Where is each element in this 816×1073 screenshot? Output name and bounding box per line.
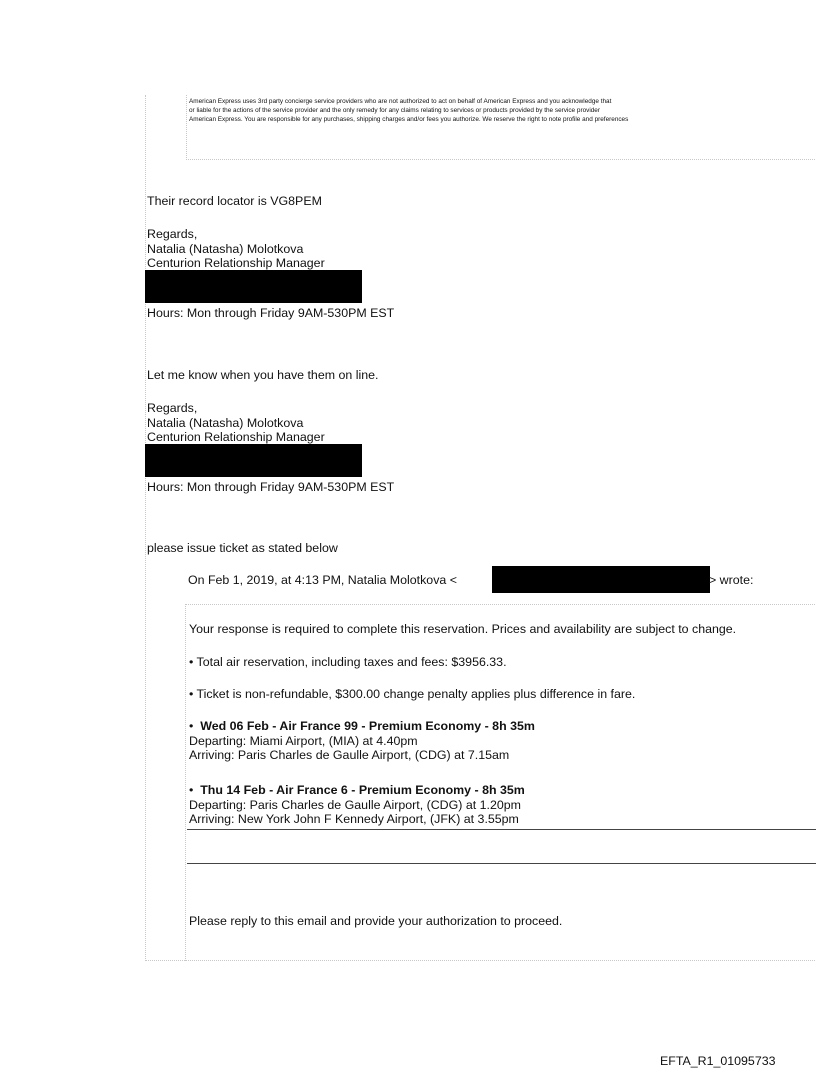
signature-name: Natalia (Natasha) Molotkova	[147, 415, 304, 430]
disclaimer-line: American Express uses 3rd party concierge service providers who are not authorized to act on behalf of American Express and you acknowledge that	[189, 98, 612, 105]
online-text: Let me know when you have them on line.	[147, 368, 379, 382]
flight-heading-text: Wed 06 Feb - Air France 99 - Premium Economy - 8h 35m	[200, 719, 535, 733]
redaction-bar	[145, 444, 362, 477]
reservation-bullet: • Ticket is non-refundable, $300.00 change penalty applies plus difference in fare.	[189, 687, 636, 701]
signature-hours: Hours: Mon through Friday 9AM-530PM EST	[147, 480, 395, 494]
flight-block-2	[189, 783, 525, 827]
flight-arriving: Arriving: New York John F Kennedy Airport, (JFK) at 3.55pm	[189, 812, 519, 826]
signature-regards: Regards,	[147, 227, 198, 241]
record-locator-text: Their record locator is VG8PEM	[147, 194, 322, 208]
bullet-glyph: •	[189, 783, 194, 797]
signature-regards: Regards,	[147, 401, 198, 415]
signature-block-2	[147, 401, 325, 445]
divider-line	[187, 863, 816, 864]
signature-name: Natalia (Natasha) Molotkova	[147, 241, 304, 256]
flight-heading	[189, 719, 535, 734]
signature-hours: Hours: Mon through Friday 9AM-530PM EST	[147, 306, 395, 320]
document-id-footer: EFTA_R1_01095733	[660, 1054, 776, 1068]
redaction-bar	[145, 270, 362, 303]
flight-heading-text: Thu 14 Feb - Air France 6 - Premium Economy - 8h 35m	[200, 783, 525, 797]
redaction-bar	[492, 566, 710, 593]
signature-title: Centurion Relationship Manager	[147, 430, 325, 444]
signature-block-1	[147, 227, 325, 271]
flight-departing: Departing: Paris Charles de Gaulle Airport, (CDG) at 1.20pm	[189, 797, 521, 812]
disclaimer-line: or liable for the actions of the service provider and the only remedy for any claims relating to services or products provided by the service provider	[189, 107, 600, 114]
signature-title: Centurion Relationship Manager	[147, 256, 325, 270]
divider-line	[187, 829, 816, 830]
reservation-closing: Please reply to this email and provide your authorization to proceed.	[189, 914, 563, 928]
issue-ticket-text: please issue ticket as stated below	[147, 541, 338, 555]
flight-arriving: Arriving: Paris Charles de Gaulle Airport, (CDG) at 7.15am	[189, 748, 510, 762]
flight-block-1	[189, 719, 535, 763]
reservation-bullet: • Total air reservation, including taxes and fees: $3956.33.	[189, 655, 507, 669]
disclaimer-text	[189, 97, 816, 124]
quote-header-suffix: > wrote:	[709, 573, 754, 587]
reservation-intro: Your response is required to complete this reservation. Prices and availability are subject to change.	[189, 622, 737, 636]
bullet-glyph: •	[189, 719, 194, 733]
flight-heading	[189, 783, 525, 798]
disclaimer-line: American Express. You are responsible for any purchases, shipping charges and/or fees you authorize. We reserve the right to note profile and preferences	[189, 116, 629, 123]
quote-header-prefix: On Feb 1, 2019, at 4:13 PM, Natalia Molotkova <	[188, 573, 457, 587]
flight-departing: Departing: Miami Airport, (MIA) at 4.40pm	[189, 733, 418, 748]
